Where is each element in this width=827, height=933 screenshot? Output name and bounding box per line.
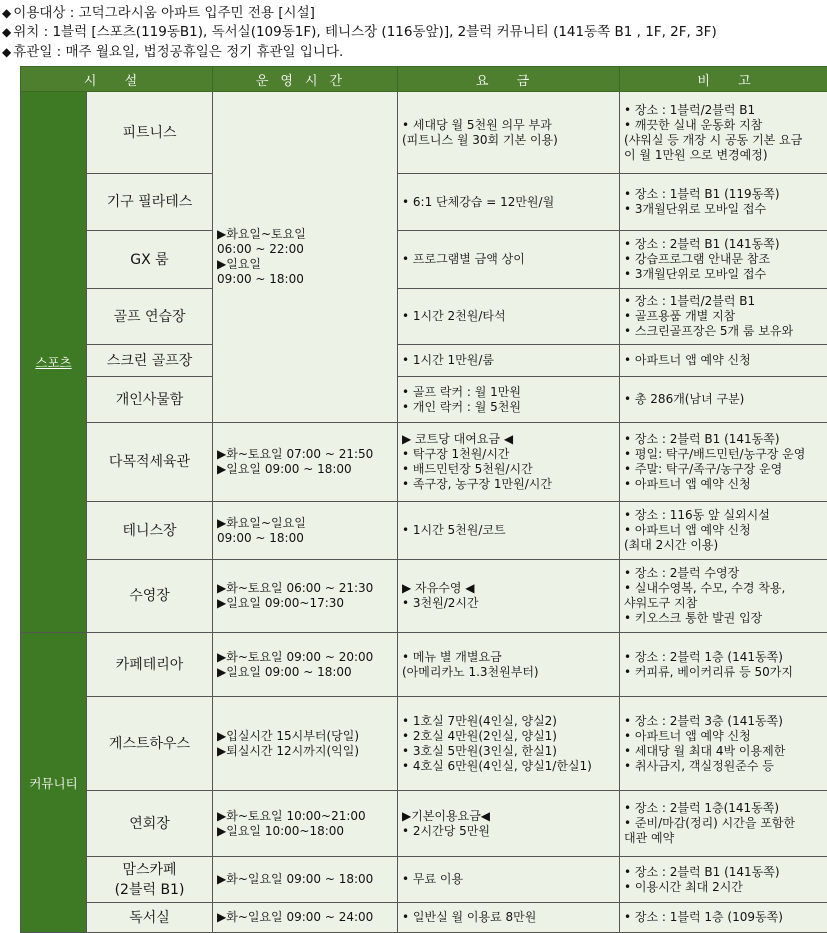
info-text: 위치 : 1블럭 [스포츠(119동B1), 독서실(109동1F), 테니스장 (116동앞)], 2블럭 커뮤니티 (141동쪽 B1 , 1F, 2F, 3F) <box>13 24 716 40</box>
table-row <box>21 633 827 697</box>
cell-line: • 1시간 2천원/타석 <box>402 309 615 324</box>
cell-line: 개인사물함 <box>91 390 208 410</box>
info-line <box>2 42 343 62</box>
cell-line: • 일반실 월 이용료 8만원 <box>402 910 615 925</box>
cell-line: • 장소 : 2블럭 1층 (141동쪽) <box>624 650 827 665</box>
cell-line: • 개인 락커 : 월 5천원 <box>402 400 615 415</box>
cell-line: • 족구장, 농구장 1만원/시간 <box>402 477 615 492</box>
cell-line: • 강습프로그램 안내문 참조 <box>624 252 827 267</box>
category-label: 커뮤니티 <box>29 776 77 791</box>
facility-name <box>87 502 213 560</box>
cell-line: • 프로그램별 금액 상이 <box>402 252 615 267</box>
cell-line: ▶화~일요일 09:00 ~ 18:00 <box>217 872 393 887</box>
cell-line: • 장소 : 1블럭 1층 (109동쪽) <box>624 910 827 925</box>
cell-line: 기구 필라테스 <box>91 192 208 212</box>
table-row <box>21 502 827 560</box>
cell-line: 연회장 <box>91 814 208 834</box>
table-row <box>21 560 827 633</box>
cell-line: • 2시간당 5만원 <box>402 824 615 839</box>
facility-name <box>87 92 213 174</box>
cell-line: • 2호실 4만원(2인실, 양실1) <box>402 729 615 744</box>
info-text: 이용대상 : 고덕그라시움 아파트 입주민 전용 [시설] <box>13 5 315 21</box>
cell-line: ▶화~일요일 09:00 ~ 24:00 <box>217 910 393 925</box>
cell-line: ▶화~토요일 10:00~21:00 <box>217 809 393 824</box>
cell-line: ▶일요일 <box>217 257 393 272</box>
fee <box>398 345 620 377</box>
cell-line: 09:00 ~ 18:00 <box>217 272 393 287</box>
fee <box>398 791 620 857</box>
info-text: 휴관일 : 매주 월요일, 법정공휴일은 정기 휴관일 입니다. <box>13 44 343 60</box>
cell-line: ▶화요일~일요일 <box>217 516 393 531</box>
cell-line: • 3개월단위로 모바일 접수 <box>624 267 827 282</box>
note <box>620 633 827 697</box>
header-note: 비 고 <box>620 67 827 92</box>
cell-line: • 골프용품 개별 지참 <box>624 309 827 324</box>
cell-line: 맘스카페 <box>91 860 208 880</box>
table-row <box>21 697 827 791</box>
cell-line: • 아파트너 앱 예약 신청 <box>624 353 827 368</box>
cell-line: • 장소 : 2블럭 B1 (141동쪽) <box>624 865 827 880</box>
cell-line: (최대 2시간 이용) <box>624 538 827 553</box>
fee <box>398 697 620 791</box>
cell-line: ▶일요일 09:00~17:30 <box>217 596 393 611</box>
cell-line: • 취사금지, 객실정원준수 등 <box>624 759 827 774</box>
info-line <box>2 3 315 23</box>
cell-line: • 장소 : 2블럭 B1 (141동쪽) <box>624 432 827 447</box>
cell-line: • 아파트너 앱 예약 신청 <box>624 523 827 538</box>
cell-line: 수영장 <box>91 586 208 606</box>
cell-line: ▶기본이용요금◀ <box>402 809 615 824</box>
cell-line: • 3천원/2시간 <box>402 596 615 611</box>
fee <box>398 174 620 231</box>
table-row <box>21 903 827 933</box>
fee <box>398 903 620 933</box>
cell-line: 대관 예약 <box>624 831 827 846</box>
cell-line: • 메뉴 별 개별요금 <box>402 650 615 665</box>
facility-name <box>87 377 213 423</box>
note <box>620 92 827 174</box>
cell-line: ▶일요일 09:00 ~ 18:00 <box>217 665 393 680</box>
note <box>620 697 827 791</box>
note <box>620 377 827 423</box>
cell-line: • 장소 : 2블럭 B1 (141동쪽) <box>624 237 827 252</box>
operating-hours <box>213 423 398 502</box>
cell-line: • 주말: 탁구/족구/농구장 운영 <box>624 462 827 477</box>
cell-line: • 1호실 7만원(4인실, 양실2) <box>402 714 615 729</box>
cell-line: • 장소 : 2블럭 수영장 <box>624 566 827 581</box>
table-row <box>21 174 827 231</box>
fee <box>398 92 620 174</box>
cell-line: • 아파트너 앱 예약 신청 <box>624 729 827 744</box>
cell-line: 다목적세육관 <box>91 452 208 472</box>
info-line <box>2 22 717 42</box>
cell-line: • 평일: 탁구/배드민턴/농구장 운영 <box>624 447 827 462</box>
cell-line: 골프 연습장 <box>91 307 208 327</box>
header-facility: 시 설 <box>21 67 213 92</box>
cell-line: • 탁구장 1천원/시간 <box>402 447 615 462</box>
facility-name <box>87 345 213 377</box>
cell-line: • 세대당 월 5천원 의무 부과 <box>402 118 615 133</box>
cell-line: ▶입실시간 15시부터(당일) <box>217 729 393 744</box>
cell-line: • 세대당 월 최대 4박 이용제한 <box>624 744 827 759</box>
cell-line: • 4호실 6만원(4인실, 양실1/한실1) <box>402 759 615 774</box>
table-row <box>21 289 827 345</box>
facility-name <box>87 791 213 857</box>
cell-line: • 장소 : 1블럭 B1 (119동쪽) <box>624 187 827 202</box>
operating-hours <box>213 903 398 933</box>
fee <box>398 289 620 345</box>
diamond-bullet-icon: ◆ <box>2 45 11 59</box>
diamond-bullet-icon: ◆ <box>2 6 11 20</box>
cell-line: • 배드민턴장 5천원/시간 <box>402 462 615 477</box>
cell-line: GX 룸 <box>91 250 208 270</box>
cell-line: • 장소 : 1블럭/2블럭 B1 <box>624 294 827 309</box>
fee <box>398 423 620 502</box>
cell-line: 테니스장 <box>91 521 208 541</box>
facility-name <box>87 903 213 933</box>
operating-hours <box>213 791 398 857</box>
table-row <box>21 231 827 289</box>
cell-line: ▶퇴실시간 12시까지(익일) <box>217 744 393 759</box>
table-header-row <box>21 67 827 92</box>
cell-line: (피트니스 월 30회 기본 이용) <box>402 133 615 148</box>
fee <box>398 857 620 903</box>
table-row <box>21 377 827 423</box>
note <box>620 345 827 377</box>
cell-line: • 3호실 5만원(3인실, 한실1) <box>402 744 615 759</box>
facility-name <box>87 289 213 345</box>
table-row <box>21 345 827 377</box>
cell-line: ▶ 자유수영 ◀ <box>402 581 615 596</box>
cell-line: • 장소 : 1블럭/2블럭 B1 <box>624 103 827 118</box>
cell-line: • 무료 이용 <box>402 872 615 887</box>
cell-line: • 총 286개(남녀 구분) <box>624 392 827 407</box>
category-label: 스포츠 <box>35 355 71 370</box>
category-sports <box>21 92 87 633</box>
diamond-bullet-icon: ◆ <box>2 25 11 39</box>
cell-line: ▶화~토요일 09:00 ~ 20:00 <box>217 650 393 665</box>
note <box>620 289 827 345</box>
operating-hours <box>213 633 398 697</box>
cell-line: • 준비/마감(정리) 시간을 포함한 <box>624 816 827 831</box>
cell-line: ▶ 코트당 대여요금 ◀ <box>402 432 615 447</box>
note <box>620 560 827 633</box>
cell-line: 스크린 골프장 <box>91 351 208 371</box>
cell-line: ▶일요일 09:00 ~ 18:00 <box>217 462 393 477</box>
cell-line: ▶화요일~토요일 <box>217 227 393 242</box>
note <box>620 423 827 502</box>
table-row <box>21 857 827 903</box>
note <box>620 903 827 933</box>
cell-line: (아메리카노 1.3천원부터) <box>402 665 615 680</box>
cell-line: • 실내수영복, 수모, 수경 착용, <box>624 581 827 596</box>
cell-line: • 스크린골프장은 5개 룸 보유와 <box>624 324 827 339</box>
cell-line: • 1시간 5천원/코트 <box>402 523 615 538</box>
cell-line: (샤워실 등 개장 시 공동 기본 요금 <box>624 133 827 148</box>
cell-line: • 장소 : 2블럭 3층 (141동쪽) <box>624 714 827 729</box>
cell-line: (2블럭 B1) <box>91 880 208 900</box>
cell-line: ▶화~토요일 06:00 ~ 21:30 <box>217 581 393 596</box>
fee <box>398 502 620 560</box>
cell-line: • 깨끗한 실내 운동화 지참 <box>624 118 827 133</box>
table-row <box>21 92 827 174</box>
cell-line: ▶화~토요일 07:00 ~ 21:50 <box>217 447 393 462</box>
facility-name <box>87 633 213 697</box>
operating-hours <box>213 697 398 791</box>
facility-name <box>87 857 213 903</box>
note <box>620 174 827 231</box>
cell-line: 09:00 ~ 18:00 <box>217 531 393 546</box>
cell-line: • 장소 : 2블럭 1층(141동쪽) <box>624 801 827 816</box>
operating-hours <box>213 92 398 423</box>
cell-line: • 이용시간 최대 2시간 <box>624 880 827 895</box>
facility-name <box>87 231 213 289</box>
cell-line: 이 월 1만원 으로 변경예정) <box>624 148 827 163</box>
facility-table <box>20 66 827 933</box>
cell-line: • 골프 락커 : 월 1만원 <box>402 385 615 400</box>
category-community <box>21 633 87 933</box>
table-row <box>21 791 827 857</box>
facility-name <box>87 560 213 633</box>
facility-name <box>87 697 213 791</box>
fee <box>398 560 620 633</box>
note <box>620 857 827 903</box>
note <box>620 231 827 289</box>
operating-hours <box>213 502 398 560</box>
cell-line: • 아파트너 앱 예약 신청 <box>624 477 827 492</box>
cell-line: 카페테리아 <box>91 655 208 675</box>
cell-line: 독서실 <box>91 908 208 928</box>
operating-hours <box>213 857 398 903</box>
facility-name <box>87 423 213 502</box>
cell-line: 게스트하우스 <box>91 734 208 754</box>
cell-line: 샤워도구 지참 <box>624 596 827 611</box>
fee <box>398 231 620 289</box>
cell-line: • 장소 : 116동 앞 실외시설 <box>624 508 827 523</box>
cell-line: 피트니스 <box>91 123 208 143</box>
facility-name <box>87 174 213 231</box>
note <box>620 502 827 560</box>
cell-line: • 6:1 단체강습 = 12만원/월 <box>402 195 615 210</box>
table-row <box>21 423 827 502</box>
header-fee: 요 금 <box>398 67 620 92</box>
operating-hours <box>213 560 398 633</box>
fee <box>398 377 620 423</box>
cell-line: • 3개월단위로 모바일 접수 <box>624 202 827 217</box>
header-hours: 운영시간 <box>213 67 398 92</box>
note <box>620 791 827 857</box>
cell-line: • 1시간 1만원/룸 <box>402 353 615 368</box>
cell-line: 06:00 ~ 22:00 <box>217 242 393 257</box>
cell-line: • 커피류, 베이커리류 등 50가지 <box>624 665 827 680</box>
cell-line: • 키오스크 통한 발권 입장 <box>624 611 827 626</box>
cell-line: ▶일요일 10:00~18:00 <box>217 824 393 839</box>
fee <box>398 633 620 697</box>
